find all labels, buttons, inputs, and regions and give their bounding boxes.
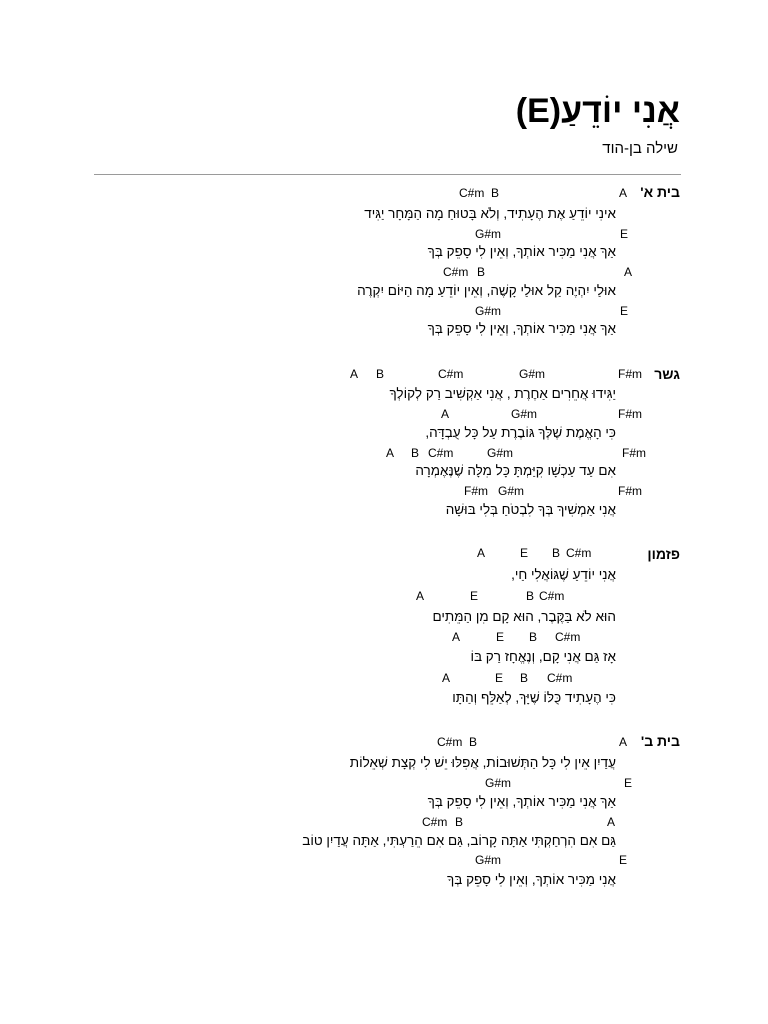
- chord: A: [619, 186, 628, 200]
- chord: G#m: [487, 446, 514, 460]
- chord: F#m: [622, 446, 646, 460]
- lyric-line: אֲנִי אַמְשִׁיךְ בְּךָ לִבְטֹחַ בְּלִי בּוּשָׁה: [445, 502, 616, 517]
- chord: F#m: [618, 484, 642, 498]
- chord: A: [607, 815, 616, 829]
- chord: A: [441, 407, 450, 421]
- chord: E: [495, 671, 504, 685]
- chord: B: [526, 589, 535, 603]
- lyric-line: אוּלַי יִהְיֶה קַל אוּלַי קָשֶׁה, וְאֵין יוֹדֵעַ מָה הַיּוֹם יִקְרֶה: [357, 283, 616, 298]
- chord: A: [442, 671, 451, 685]
- chord: F#m: [618, 407, 642, 421]
- lyric-line: אָז גַּם אֲנִי קָם, וְנֶאֱחָז רַק בּוֹ: [470, 649, 616, 664]
- lyric-line: אִם עַד עַכְשָׁו קִיַּמְתָּ כָּל מִלָּה שֶׁנֶּאֶמְרָה: [415, 463, 616, 478]
- chord: C#m: [566, 546, 592, 560]
- chord: C#m: [438, 367, 464, 381]
- lyric-line: הוּא לֹא בַּקֶּבֶר, הוּא קָם מִן הַמֵּתִים: [432, 609, 616, 624]
- chord: C#m: [459, 186, 485, 200]
- chord: A: [619, 735, 628, 749]
- lyric-line: יַגִּידוּ אֲחֵרִים אַחֶרֶת , אֲנִי אַקְשִׁיב רַק לְקוֹלְךָ: [389, 386, 616, 401]
- section-label-chorus: פזמון: [647, 546, 680, 562]
- chord: B: [469, 735, 478, 749]
- chord: A: [350, 367, 359, 381]
- lyric-line: אַךְ אֲנִי מַכִּיר אוֹתְךָ, וְאֵין לִי סָפֵק בְּךָ: [427, 321, 616, 336]
- chord: B: [520, 671, 529, 685]
- chord: E: [470, 589, 479, 603]
- chord: E: [624, 776, 633, 790]
- lyric-line: כִּי הֶעָתִיד כֻּלּוֹ שֶׁיָּךְ, לְאַלֵּף וְהַתָּו: [452, 690, 616, 705]
- header-divider: [94, 174, 681, 175]
- song-title: אֲנִי יוֹדֵעַ(E): [515, 92, 680, 130]
- chord: C#m: [555, 630, 581, 644]
- chord: B: [376, 367, 385, 381]
- chord: C#m: [539, 589, 565, 603]
- song-author: שילה בן-הוד: [602, 140, 678, 157]
- chord: E: [620, 227, 629, 241]
- chord: G#m: [475, 304, 502, 318]
- chord: C#m: [428, 446, 454, 460]
- chord: B: [491, 186, 500, 200]
- section-label-bridge: גשר: [654, 366, 680, 382]
- chord: C#m: [437, 735, 463, 749]
- chord: G#m: [475, 853, 502, 867]
- chord: G#m: [519, 367, 546, 381]
- chord: B: [477, 265, 486, 279]
- lyric-line: עֲדַיִן אֵין לִי כָּל הַתְּשׁוּבוֹת, אֲפִלּוּ יֵשׁ לִי קְצָת שְׁאֵלוֹת: [349, 755, 616, 770]
- lyric-line: אַךְ אֲנִי מַכִּיר אוֹתְךָ, וְאֵין לִי סָפֵק בְּךָ: [427, 794, 616, 809]
- chord: G#m: [498, 484, 525, 498]
- lyric-line: אֲנִי יוֹדֵעַ שֶׁגּוֹאֲלִי חַי,: [511, 567, 616, 582]
- lyric-line: גַּם אִם הִרְחַקְתִּי אַתָּה קָרוֹב, גַּם אִם הֵרַעְתִּי, אַתָּה עֲדַיִן טוֹב: [302, 833, 616, 848]
- chord: C#m: [443, 265, 469, 279]
- chord: E: [520, 546, 529, 560]
- chord: B: [529, 630, 538, 644]
- lyric-line: כִּי הָאֱמֶת שֶׁלְּךָ גּוֹבֶרֶת עַל כָּל עֻבְדָּה,: [425, 425, 616, 440]
- lyric-line: אַךְ אֲנִי מַכִּיר אוֹתְךָ, וְאֵין לִי סָפֵק בְּךָ: [427, 244, 616, 259]
- chord: F#m: [618, 367, 642, 381]
- chord: A: [477, 546, 486, 560]
- chord: C#m: [422, 815, 448, 829]
- chord: A: [416, 589, 425, 603]
- chord: G#m: [511, 407, 538, 421]
- chord: E: [619, 853, 628, 867]
- section-label-verse-2: בית ב': [640, 733, 680, 749]
- chord: E: [496, 630, 505, 644]
- chord: E: [620, 304, 629, 318]
- lyric-line: אֲנִי מַכִּיר אוֹתְךָ, וְאֵין לִי סָפֵק בְּךָ: [447, 872, 616, 887]
- lyric-line: אינִי יוֹדֵעַ אֶת הֶעָתִיד, וְלֹא בָּטוּחַ מָה הַמָּחָר יַגִּיד: [364, 206, 616, 221]
- chord: A: [452, 630, 461, 644]
- chord: G#m: [475, 227, 502, 241]
- chord: C#m: [547, 671, 573, 685]
- chord: G#m: [485, 776, 512, 790]
- chord: B: [411, 446, 420, 460]
- chord: A: [386, 446, 395, 460]
- chord: B: [455, 815, 464, 829]
- section-label-verse-1: בית א': [640, 184, 680, 200]
- chord: A: [624, 265, 633, 279]
- chord: B: [552, 546, 561, 560]
- chord: F#m: [464, 484, 488, 498]
